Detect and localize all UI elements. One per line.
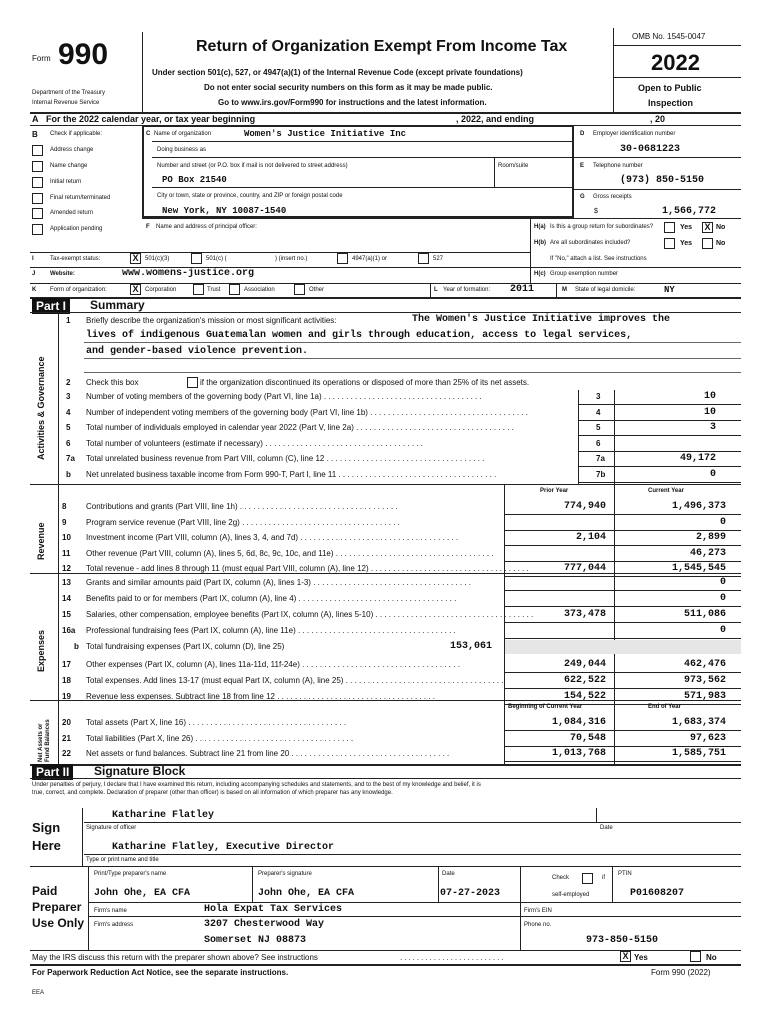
side-net-label: Net Assets or Fund Balances — [38, 719, 51, 762]
hc-label: H(c) — [534, 271, 546, 277]
phone-title: Telephone number — [593, 163, 643, 169]
expense-current-value[interactable]: 511,086 — [683, 609, 726, 620]
firm-address-label: Firm's address — [94, 922, 134, 928]
gov-line-label: Total number of individuals employed in calendar year 2022 (Part V, line 2a) — [86, 423, 354, 432]
trust-checkbox[interactable] — [193, 284, 204, 295]
expense-line-text: Salaries, other compensation, employee benefits (Part IX, column (A), lines 5-10) . . . . . . . . . . . . . . . . . . . . . . . . . . . . . . . . . . . . — [86, 610, 534, 619]
expense-current-value[interactable]: 462,476 — [683, 659, 726, 670]
gov-box-divider — [578, 390, 579, 484]
ha-yes-checkbox[interactable] — [664, 222, 675, 233]
self-employed-checkbox[interactable] — [582, 873, 593, 884]
form-of-org-label: Form of organization: — [50, 287, 107, 293]
expense-current-value[interactable]: 571,983 — [683, 691, 726, 702]
revenue-line-num: 8 — [62, 502, 67, 511]
instructions-link[interactable]: Go to www.irs.gov/Form990 for instructions and the latest information. — [218, 98, 487, 107]
net-asset-current-value[interactable]: 1,585,751 — [671, 748, 726, 759]
org-name-label: Name of organization — [154, 131, 212, 137]
part2-label: Part II — [32, 764, 73, 780]
line1-num: 1 — [66, 316, 71, 325]
line2-check-text: Check this box — [86, 378, 139, 387]
form-footer-id: Form 990 (2022) — [651, 968, 711, 977]
section-b-title: Check if applicable: — [50, 131, 103, 137]
principal-officer-label: Name and address of principal officer: — [156, 224, 257, 230]
revenue-prior-value[interactable]: 2,104 — [575, 532, 606, 543]
row-m-label: M — [562, 287, 567, 293]
revenue-current-value[interactable]: 46,273 — [689, 548, 726, 559]
gov-line-label: Number of voting members of the governing body (Part VI, line 1a) — [86, 392, 322, 401]
ha-no-checkbox[interactable]: X — [702, 222, 713, 233]
firm-phone[interactable]: 973-850-5150 — [586, 935, 659, 946]
4947-label: 4947(a)(1) or — [352, 256, 388, 262]
expense-line-text: Total expenses. Add lines 13-17 (must equal Part IX, column (A), line 25) . . . . . . . . . . . . . . . . . . . . . . . . . . . . . . . . . . . . — [86, 676, 504, 685]
website-label: Website: — [50, 271, 75, 277]
expense-line-label: Benefits paid to or for members (Part IX, column (A), line 4) — [86, 594, 297, 603]
line1-text: Briefly describe the organization's mission or most significant activities: — [86, 316, 337, 325]
net-asset-current-value[interactable]: 1,683,374 — [671, 717, 726, 728]
street-label: Number and street (or P.O. box if mail is not delivered to street address) — [157, 163, 348, 169]
gov-line-value[interactable]: 49,172 — [679, 453, 716, 464]
row-a-mid: , 2022, and ending — [456, 114, 535, 124]
expense-line-num: 13 — [62, 578, 71, 587]
perjury-line-1: Under penalties of perjury, I declare that I have examined this return, including accompanying schedules and statements, and to the best of my knowledge and belief, it is — [32, 782, 481, 788]
eea-label: EEA — [32, 990, 45, 996]
amended-return-label: Amended return — [50, 210, 94, 216]
row-a-text: For the 2022 calendar year, or tax year beginning — [46, 114, 256, 124]
firm-name-label: Firm's name — [94, 908, 127, 914]
side-revenue-label: Revenue — [36, 522, 46, 560]
other-label: Other — [309, 287, 325, 293]
year-formation-value[interactable]: 2011 — [510, 284, 535, 295]
expense-line-num: 15 — [62, 610, 71, 619]
firm-address-2[interactable]: Somerset NJ 08873 — [204, 935, 307, 946]
hc-text: Group exemption number — [550, 271, 619, 277]
net-asset-line-label: Total liabilities (Part X, line 26) — [86, 734, 194, 743]
part1-title: Summary — [90, 298, 145, 312]
gov-value-divider — [614, 390, 615, 484]
revenue-line-text: Total revenue - add lines 8 through 11 (must equal Part VIII, column (A), line 12) . . . . . . . . . . . . . . . . . . . . . . . . . . . . . . . . . . . . — [86, 564, 529, 573]
gov-line-label: Total number of volunteers (estimate if necessary) — [86, 439, 263, 448]
expense-current-value[interactable]: 0 — [719, 577, 726, 588]
discuss-yes-checkbox[interactable]: X — [620, 951, 631, 962]
phone-value[interactable]: (973) 850-5150 — [620, 175, 705, 186]
form-number: 990 — [58, 38, 109, 71]
ein-title: Employer identification number — [593, 131, 676, 137]
website-value[interactable]: www.womens-justice.org — [122, 268, 255, 279]
gov-line-num: b — [66, 470, 71, 479]
preparer-ptin[interactable]: P01608207 — [630, 888, 685, 899]
hb-label: H(b) — [534, 240, 546, 246]
hb-no-label: No — [716, 240, 726, 247]
gov-line-value[interactable]: 10 — [703, 407, 716, 418]
paid-label: Paid — [32, 884, 58, 898]
line16b-value[interactable]: 153,061 — [449, 641, 492, 652]
gov-line-text: Number of voting members of the governing body (Part VI, line 1a) . . . . . . . . . . . . . . . . . . . . . . . . . . . . . . . . . . . . — [86, 392, 482, 401]
if-label: if — [602, 875, 605, 881]
initial-return-checkbox[interactable] — [32, 177, 43, 188]
form-subtitle: Under section 501(c), 527, or 4947(a)(1) of the Internal Revenue Code (except private foundations) — [152, 68, 523, 77]
line16b-num: b — [74, 642, 79, 651]
part2-title: Signature Block — [94, 764, 186, 778]
inspection: Inspection — [648, 98, 694, 108]
discuss-no-checkbox[interactable] — [690, 951, 701, 962]
gov-line-text: Total number of volunteers (estimate if necessary) . . . . . . . . . . . . . . . . . . . . . . . . . . . . . . . . . . . . — [86, 439, 423, 448]
section-d-label: D — [580, 131, 585, 137]
expense-line-rule — [504, 606, 741, 607]
ha-no-label: No — [716, 224, 726, 231]
501c-label: 501(c) ( — [206, 256, 227, 262]
sign-label: Sign — [32, 820, 61, 835]
revenue-prior-value[interactable]: 777,044 — [563, 563, 606, 574]
dept-label: Department of the Treasury — [32, 90, 106, 96]
line16b-text: Total fundraising expenses (Part IX, column (D), line 25) — [86, 642, 285, 651]
gov-line-box: 7a — [596, 454, 605, 463]
section-c-label: C — [146, 131, 151, 137]
revenue-line-num: 10 — [62, 533, 71, 542]
here-label: Here — [32, 838, 61, 853]
net-asset-prior-value[interactable]: 1,084,316 — [551, 717, 606, 728]
expense-line-num: 18 — [62, 676, 71, 685]
ha-label: H(a) — [534, 224, 546, 230]
org-name[interactable]: Women's Justice Initiative Inc — [244, 129, 407, 139]
row-l-label: L — [434, 287, 438, 293]
gov-line-num: 7a — [66, 454, 75, 463]
officer-signature[interactable]: Katharine Flatley — [112, 810, 215, 821]
gov-line-rule — [578, 404, 741, 405]
hb-text: Are all subordinates included? — [550, 240, 631, 246]
expense-line-num: 17 — [62, 660, 71, 669]
revenue-current-value[interactable]: 1,496,373 — [671, 501, 726, 512]
expense-line-rule — [504, 622, 741, 623]
527-label: 527 — [433, 256, 444, 262]
revenue-line-label: Program service revenue (Part VIII, line 2g) — [86, 518, 240, 527]
line2-checkbox[interactable] — [187, 377, 198, 388]
hb-yes-label: Yes — [680, 240, 693, 247]
officer-sig-label: Signature of officer — [86, 825, 137, 831]
hb-no-checkbox[interactable] — [702, 238, 713, 249]
expense-line-text: Revenue less expenses. Subtract line 18 from line 12 . . . . . . . . . . . . . . . . . . . . . . . . . . . . . . . . . . . . — [86, 692, 436, 701]
gov-line-text: Net unrelated business taxable income from Form 990-T, Part I, line 11 . . . . . . . . . . . . . . . . . . . . . . . . . . . . . . . . . . . . — [86, 470, 497, 479]
revenue-line-label: Other revenue (Part VIII, column (A), lines 5, 6d, 8c, 9c, 10c, and 11e) — [86, 549, 334, 558]
net-asset-line-rule — [504, 761, 741, 762]
tax-year: 2022 — [651, 50, 700, 75]
part1-label: Part I — [32, 298, 70, 314]
ha-yes-label: Yes — [680, 224, 693, 231]
net-asset-line-text: Total assets (Part X, line 16) . . . . . . . . . . . . . . . . . . . . . . . . . . . . . . . . . . . . — [86, 718, 347, 727]
net-asset-line-num: 21 — [62, 734, 71, 743]
gov-line-box: 6 — [596, 439, 601, 448]
discuss-leader: ......................... — [400, 953, 506, 962]
final-return-checkbox[interactable] — [32, 193, 43, 204]
final-return-label: Final return/terminated — [50, 195, 111, 201]
irs-label: Internal Revenue Service — [32, 100, 100, 106]
expense-line-rule — [504, 672, 741, 673]
dollar-sign: $ — [594, 208, 598, 215]
line2-num: 2 — [66, 378, 71, 387]
officer-date-label: Date — [600, 825, 613, 831]
revenue-line-num: 12 — [62, 564, 71, 573]
revenue-line-label: Investment income (Part VIII, column (A), lines 3, 4, and 7d) — [86, 533, 299, 542]
net-asset-line-text: Net assets or fund balances. Subtract line 21 from line 20 . . . . . . . . . . . . . . . . . . . . . . . . . . . . . . . . . . . . — [86, 749, 450, 758]
gov-line-label: Net unrelated business taxable income from Form 990-T, Part I, line 11 — [86, 470, 337, 479]
gov-line-label: Number of independent voting members of the governing body (Part VI, line 1b) — [86, 408, 368, 417]
gov-line-rule — [578, 466, 741, 467]
prep-name-label: Print/Type preparer's name — [94, 871, 167, 877]
gov-line-num: 5 — [66, 423, 71, 432]
revenue-line-label: Contributions and grants (Part VIII, line 1h) — [86, 502, 238, 511]
line2-text: if the organization discontinued its operations or disposed of more than 25% of its net assets. — [200, 378, 530, 387]
revenue-line-label: Total revenue - add lines 8 through 11 (must equal Part VIII, column (A), line 12) — [86, 564, 369, 573]
expense-prior-value[interactable]: 249,044 — [563, 659, 606, 670]
revenue-line-num: 11 — [62, 549, 71, 558]
gov-line-box: 4 — [596, 408, 601, 417]
col-prior-year: Prior Year — [540, 488, 569, 494]
col-end-year: End of Year — [648, 704, 681, 710]
gov-line-label: Total unrelated business revenue from Part VIII, column (C), line 12 — [86, 454, 325, 463]
expense-line-num: 19 — [62, 692, 71, 701]
revenue-line-text: Program service revenue (Part VIII, line 2g) . . . . . . . . . . . . . . . . . . . . . . . . . . . . . . . . . . . . — [86, 518, 400, 527]
net-asset-current-value[interactable]: 97,623 — [689, 733, 726, 744]
section-f-label: F — [146, 224, 150, 230]
expense-line-label: Grants and similar amounts paid (Part IX, column (A), lines 1-3) — [86, 578, 311, 587]
section-e-label: E — [580, 163, 585, 169]
preparer-signature[interactable]: John Ohe, EA CFA — [258, 888, 355, 899]
firm-phone-label: Phone no. — [524, 922, 552, 928]
check-label: Check — [552, 875, 570, 881]
discuss-yes-label: Yes — [634, 953, 648, 962]
net-asset-line-num: 20 — [62, 718, 71, 727]
section-g-label: G — [580, 194, 585, 200]
association-label: Association — [244, 287, 275, 293]
gov-line-text: Number of independent voting members of the governing body (Part VI, line 1b) . . . . . . . . . . . . . . . . . . . . . . . . . . . . . . . . . . . . — [86, 408, 528, 417]
row-k-label: K — [32, 287, 37, 293]
row-a-end: , 20 — [650, 114, 666, 124]
preparer-name[interactable]: John Ohe, EA CFA — [94, 888, 191, 899]
city-state-zip[interactable]: New York, NY 10087-1540 — [162, 206, 287, 216]
street-address[interactable]: PO Box 21540 — [162, 175, 227, 185]
year-formation-label: Year of formation: — [443, 287, 491, 293]
col-current-year: Current Year — [648, 488, 684, 494]
527-checkbox[interactable] — [418, 253, 429, 264]
501c-checkbox[interactable] — [191, 253, 202, 264]
gov-line-rule — [578, 435, 741, 436]
expense-line-label: Total expenses. Add lines 13-17 (must equal Part IX, column (A), line 25) — [86, 676, 344, 685]
name-change-label: Name change — [50, 163, 88, 169]
net-asset-line-rule — [504, 746, 741, 747]
expense-line-label: Salaries, other compensation, employee benefits (Part IX, column (A), lines 5-10) — [86, 610, 374, 619]
501c3-label: 501(c)(3) — [145, 256, 170, 262]
col-begin-year: Beginning of Current Year — [508, 704, 583, 710]
self-employed-label: self-employed — [552, 892, 590, 898]
expense-line-num: 16a — [62, 626, 76, 635]
prep-sig-label: Preparer's signature — [258, 871, 312, 877]
officer-name-label: Type or print name and title — [86, 857, 159, 863]
side-expenses-label: Expenses — [36, 629, 46, 672]
gov-line-rule — [578, 482, 741, 483]
application-pending-checkbox[interactable] — [32, 224, 43, 235]
4947-checkbox[interactable] — [337, 253, 348, 264]
revenue-current-value[interactable]: 0 — [719, 517, 726, 528]
expense-line-text: Grants and similar amounts paid (Part IX, column (A), lines 1-3) . . . . . . . . . . . . . . . . . . . . . . . . . . . . . . . . . . . . — [86, 578, 472, 587]
net-asset-prior-value[interactable]: 70,548 — [569, 733, 606, 744]
omb-number: OMB No. 1545-0047 — [632, 32, 706, 41]
expense-line-rule — [504, 638, 741, 639]
gov-line-num: 6 — [66, 439, 71, 448]
expense-line-label: Revenue less expenses. Subtract line 18 from line 12 — [86, 692, 275, 701]
expense-line-rule — [504, 688, 741, 689]
firm-name[interactable]: Hola Expat Tax Services — [204, 904, 343, 915]
application-pending-label: Application pending — [50, 226, 103, 232]
corporation-label: Corporation — [145, 287, 177, 293]
revenue-prior-value[interactable]: 774,940 — [563, 501, 606, 512]
name-change-checkbox[interactable] — [32, 161, 43, 172]
initial-return-label: Initial return — [50, 179, 82, 185]
preparer-date[interactable]: 07-27-2023 — [440, 888, 501, 899]
dba-label: Doing business as — [157, 147, 207, 153]
expense-line-rule — [504, 590, 741, 591]
gov-line-box: 7b — [596, 470, 606, 479]
gross-receipts-title: Gross receipts — [593, 194, 632, 200]
amended-return-checkbox[interactable] — [32, 208, 43, 219]
firm-ein-label: Firm's EIN — [524, 908, 552, 914]
gov-line-value[interactable]: 10 — [703, 391, 716, 402]
expense-current-value[interactable]: 973,562 — [683, 675, 726, 686]
hb-yes-checkbox[interactable] — [664, 238, 675, 249]
row-j-label: J — [32, 271, 36, 277]
section-b-label: B — [32, 130, 38, 139]
revenue-line-rule — [504, 561, 741, 562]
revenue-line-rule — [504, 530, 741, 531]
perjury-line-2: true, correct, and complete. Declaration of preparer (other than officer) is based on all information of which preparer has any knowledge. — [32, 790, 393, 796]
gov-line-rule — [578, 420, 741, 421]
gov-line-value[interactable]: 0 — [709, 469, 716, 480]
row-i-label: I — [32, 256, 34, 262]
mission-line-2[interactable]: lives of indigenous Guatemalan women and girls through education, access to legal services, — [86, 330, 633, 341]
city-label: City or town, state or province, country, and ZIP or foreign postal code — [157, 193, 343, 199]
discuss-question: May the IRS discuss this return with the preparer shown above? See instructions — [32, 953, 318, 962]
revenue-line-text: Contributions and grants (Part VIII, line 1h) . . . . . . . . . . . . . . . . . . . . . . . . . . . . . . . . . . . . — [86, 502, 398, 511]
expense-line-text: Benefits paid to or for members (Part IX, column (A), line 4) . . . . . . . . . . . . . . . . . . . . . . . . . . . . . . . . . . . . — [86, 594, 457, 603]
revenue-line-rule — [504, 545, 741, 546]
room-suite-label: Room/suite — [498, 163, 529, 169]
state-domicile-label: State of legal domicile: — [575, 287, 636, 293]
expense-line-text: Other expenses (Part IX, column (A), lines 11a-11d, 11f-24e) . . . . . . . . . . . . . . . . . . . . . . . . . . . . . . . . . . . . — [86, 660, 460, 669]
use-only-label: Use Only — [32, 916, 85, 930]
revenue-current-value[interactable]: 1,545,545 — [671, 563, 726, 574]
expense-current-value[interactable]: 0 — [719, 593, 726, 604]
gov-line-box: 3 — [596, 392, 601, 401]
insert-no-label: ) (insert no.) — [275, 256, 308, 262]
association-checkbox[interactable] — [229, 284, 240, 295]
net-asset-line-text: Total liabilities (Part X, line 26) . . . . . . . . . . . . . . . . . . . . . . . . . . . . . . . . . . . . — [86, 734, 354, 743]
trust-label: Trust — [207, 287, 221, 293]
ptin-label: PTIN — [618, 871, 632, 877]
ha-text: Is this a group return for subordinates? — [550, 224, 654, 230]
other-checkbox[interactable] — [294, 284, 305, 295]
expense-prior-value[interactable]: 373,478 — [563, 609, 606, 620]
mission-line-3[interactable]: and gender-based violence prevention. — [86, 346, 309, 357]
hb-note: If "No," attach a list. See instructions — [550, 256, 647, 262]
gov-line-rule — [578, 451, 741, 452]
discuss-no-label: No — [706, 953, 717, 962]
501c3-checkbox[interactable]: X — [130, 253, 141, 264]
expense-line-num: 14 — [62, 594, 71, 603]
form-title: Return of Organization Exempt From Income Tax — [196, 38, 568, 55]
expense-line-label: Other expenses (Part IX, column (A), lines 11a-11d, 11f-24e) — [86, 660, 300, 669]
line16b-shaded-area — [505, 640, 741, 654]
tax-exempt-label: Tax-exempt status: — [50, 256, 101, 262]
preparer-label: Preparer — [32, 900, 82, 914]
gov-line-num: 3 — [66, 392, 71, 401]
gov-line-num: 4 — [66, 408, 71, 417]
row-a-label: A — [32, 114, 39, 124]
officer-name-title[interactable]: Katharine Flatley, Executive Director — [112, 842, 335, 853]
revenue-line-num: 9 — [62, 518, 67, 527]
gov-line-text: Total unrelated business revenue from Part VIII, column (C), line 12 . . . . . . . . . . . . . . . . . . . . . . . . . . . . . . . . . . . . — [86, 454, 485, 463]
gross-receipts-value[interactable]: 1,566,772 — [662, 206, 717, 217]
revenue-line-text: Other revenue (Part VIII, column (A), lines 5, 6d, 8c, 9c, 10c, and 11e) . . . . . . . . . . . . . . . . . . . . . . . . . . . . . . . . . . . . — [86, 549, 494, 558]
address-change-checkbox[interactable] — [32, 145, 43, 156]
expense-line-label: Professional fundraising fees (Part IX, column (A), line 11e) — [86, 626, 296, 635]
firm-address-1[interactable]: 3207 Chesterwood Way — [204, 919, 325, 930]
net-asset-line-rule — [504, 730, 741, 731]
revenue-line-text: Investment income (Part VIII, column (A), lines 3, 4, and 7d) . . . . . . . . . . . . . . . . . . . . . . . . . . . . . . . . . . . . — [86, 533, 459, 542]
expense-current-value[interactable]: 0 — [719, 625, 726, 636]
expense-prior-value[interactable]: 154,522 — [563, 691, 606, 702]
net-asset-prior-value[interactable]: 1,013,768 — [551, 748, 606, 759]
revenue-line-rule — [504, 514, 741, 515]
address-change-label: Address change — [50, 147, 94, 153]
revenue-current-value[interactable]: 2,899 — [695, 532, 726, 543]
net-asset-line-label: Total assets (Part X, line 16) — [86, 718, 187, 727]
ssn-notice: Do not enter social security numbers on this form as it may be made public. — [204, 83, 493, 92]
net-asset-line-label: Net assets or fund balances. Subtract line 21 from line 20 — [86, 749, 290, 758]
gov-line-box: 5 — [596, 423, 601, 432]
form-label: Form — [32, 54, 51, 63]
ein-value[interactable]: 30-0681223 — [620, 144, 681, 155]
paperwork-notice: For Paperwork Reduction Act Notice, see the separate instructions. — [32, 968, 289, 977]
corporation-checkbox[interactable]: X — [130, 284, 141, 295]
side-gov-label: Activities & Governance — [36, 356, 46, 460]
expense-prior-value[interactable]: 622,522 — [563, 675, 606, 686]
prep-date-label: Date — [442, 871, 455, 877]
mission-line-1[interactable]: The Women's Justice Initiative improves the — [412, 314, 671, 325]
gov-line-value[interactable]: 3 — [709, 422, 716, 433]
state-domicile-value[interactable]: NY — [664, 285, 675, 295]
open-public: Open to Public — [638, 83, 702, 93]
expense-line-text: Professional fundraising fees (Part IX, column (A), line 11e) . . . . . . . . . . . . . . . . . . . . . . . . . . . . . . . . . . . . — [86, 626, 456, 635]
gov-line-text: Total number of individuals employed in calendar year 2022 (Part V, line 2a) . . . . . . . . . . . . . . . . . . . . . . . . . . . . . . . . . . . . — [86, 423, 514, 432]
net-asset-line-num: 22 — [62, 749, 71, 758]
